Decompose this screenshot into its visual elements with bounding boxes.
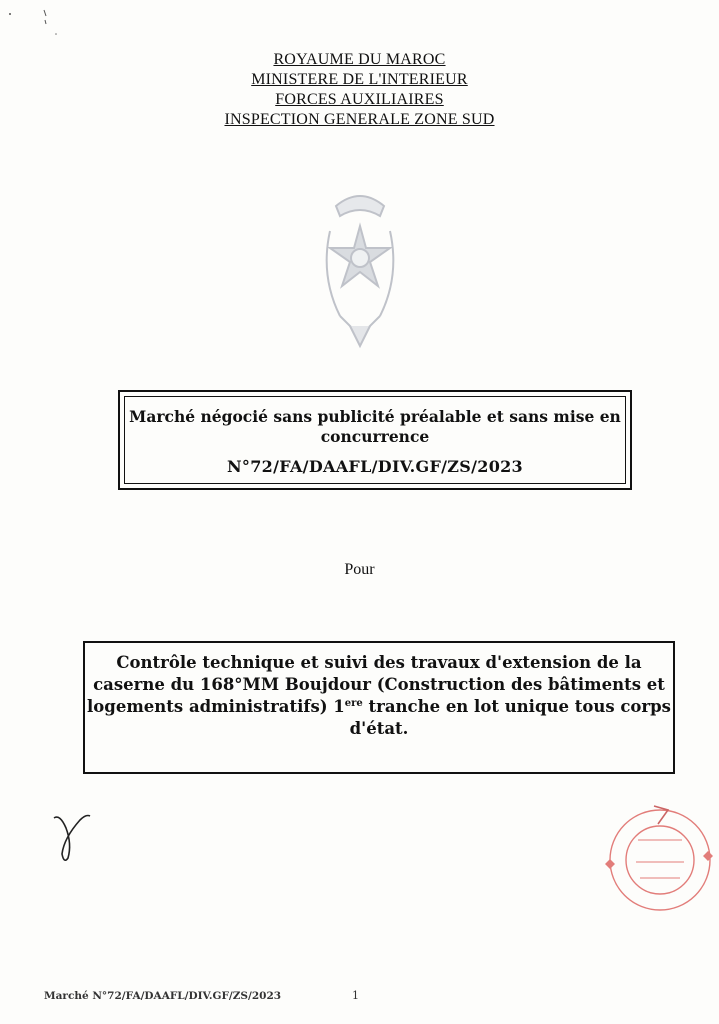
procurement-type-box	[118, 390, 632, 490]
letterhead	[0, 50, 719, 130]
header-inspection: INSPECTION GENERALE ZONE SUD	[224, 111, 495, 128]
header-forces: FORCES AUXILIAIRES	[275, 91, 444, 108]
footer-reference: Marché N°72/FA/DAAFL/DIV.GF/ZS/2023	[44, 990, 282, 1002]
subject-text: Contrôle technique et suivi des travaux d'extension de la caserne du 168°MM Boujdour (Construction des bâtiments et logements administratifs) 1	[87, 653, 665, 716]
subject-superscript: ere	[344, 698, 363, 709]
subject-box	[83, 641, 675, 774]
header-ministry: MINISTERE DE L'INTERIEUR	[251, 71, 468, 88]
signature-icon	[50, 810, 98, 866]
procurement-type-title: Marché négocié sans publicité préalable et sans mise en concurrence	[129, 407, 621, 446]
page-number: 1	[352, 989, 359, 1002]
procurement-reference: N°72/FA/DAAFL/DIV.GF/ZS/2023	[227, 457, 523, 476]
scan-marks	[4, 4, 64, 40]
header-kingdom: ROYAUME DU MAROC	[273, 51, 446, 68]
official-stamp-icon	[598, 800, 718, 920]
pour-label: Pour	[344, 561, 375, 578]
subject-text-end: tranche en lot unique tous corps d'état.	[349, 697, 671, 738]
forces-auxiliaires-emblem-icon	[300, 176, 420, 352]
